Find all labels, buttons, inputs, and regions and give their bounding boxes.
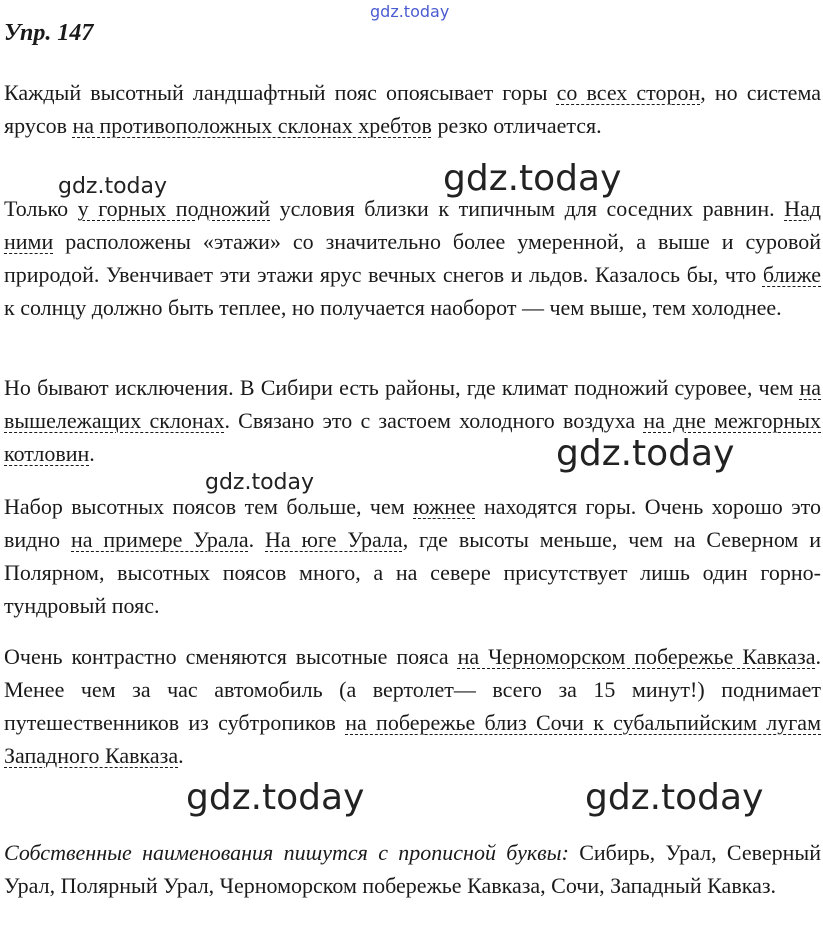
exercise-title: Упр. 147 — [4, 20, 94, 46]
text: , где высоты меньше, чем на Северном и Полярном, высотных поясов много, а на севере присутствует лишь один горно-тундровый пояс. — [4, 527, 821, 618]
text: Очень контрастно сменяются высотные пояса — [4, 644, 458, 669]
underlined-phrase: у горных подножий — [77, 196, 271, 221]
watermark: gdz.today — [186, 777, 365, 818]
watermark: gdz.today — [585, 777, 764, 818]
text: Набор высотных поясов тем больше, чем — [4, 494, 414, 519]
underlined-phrase: ближе — [762, 262, 821, 287]
paragraph-4 — [4, 490, 821, 622]
paragraph-2 — [4, 192, 821, 324]
underlined-phrase: Над ними — [4, 196, 822, 254]
text: условия близки к типичным для соседних равнин. — [270, 196, 785, 221]
text: . — [89, 441, 95, 466]
watermark: gdz.today — [443, 158, 622, 199]
underlined-phrase: на дне межгорных котловин — [4, 408, 821, 466]
text: , но система ярусов — [4, 80, 821, 138]
underlined-phrase: на примере Урала — [71, 527, 249, 552]
text: Только — [4, 196, 78, 221]
text: резко отличается. — [431, 113, 602, 138]
text: Но бывают исключения. В Сибири есть районы, где климат подножий суровее, чем — [4, 375, 800, 400]
underlined-phrase: со всех сторон — [556, 80, 701, 105]
underlined-phrase: На юге Урала — [265, 527, 403, 552]
text: к солнцу должно быть теплее, но получается наоборот — чем выше, тем холоднее. — [4, 295, 782, 320]
text: находятся горы. Очень хорошо это видно — [4, 494, 821, 552]
underlined-phrase: на вышележащих склонах — [4, 375, 821, 433]
underlined-phrase: на противоположных склонах хребтов — [72, 113, 432, 138]
text: . Менее чем за час автомобиль (а вертолет— всего за 15 минут!) поднимает путешественников из субтропиков — [4, 644, 821, 735]
paragraph-5 — [4, 640, 821, 772]
note-text: Сибирь, Урал, Северный Урал, Полярный Урал, Черноморском побережье Кавказа, Сочи, Западный Кавказ. — [4, 840, 821, 898]
watermark: gdz.today — [205, 470, 315, 495]
watermark-top[interactable]: gdz.today — [370, 2, 450, 21]
text: . Связано это с застоем холодного воздуха — [224, 408, 644, 433]
underlined-phrase: на Черноморском побережье Кавказа — [457, 644, 816, 669]
note-label: Собственные наименования пишутся с прописной буквы: — [4, 840, 569, 865]
watermark: gdz.today — [58, 174, 168, 199]
rule-note — [4, 836, 821, 902]
watermark: gdz.today — [556, 433, 735, 474]
underlined-phrase: южнее — [413, 494, 476, 519]
paragraph-1 — [4, 76, 821, 142]
underlined-phrase: на побережье близ Сочи к субальпийским лугам Западного Кавказа — [4, 710, 821, 768]
text: расположены «этажи» со значительно более умеренной, а выше и суровой природой. Увенчивает эти этажи ярус вечных снегов и льдов. Казалось бы, что — [4, 229, 821, 287]
text: Каждый высотный ландшафтный пояс опоясывает горы — [4, 80, 557, 105]
text: . — [178, 743, 184, 768]
text: . — [248, 527, 265, 552]
